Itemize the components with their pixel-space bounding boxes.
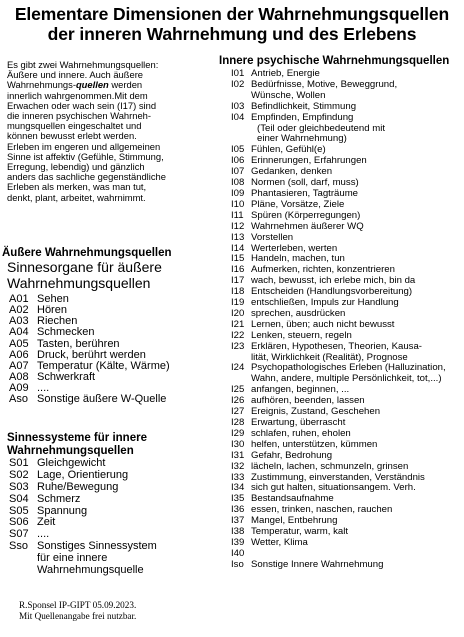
item-text: Wetter, Klima: [251, 536, 308, 548]
item-text: Zustimmung, einverstanden, Verständnis: [251, 471, 425, 483]
item-text: Druck, berührt werden: [37, 348, 146, 361]
intro-line: Erleben im engeren und allgemeinen: [7, 140, 161, 152]
item-text: Schwerkraft: [37, 370, 96, 383]
item-text: Lage, Orientierung: [37, 468, 129, 481]
item-text: Riechen: [37, 315, 78, 328]
item-text: Gedanken, denken: [251, 166, 333, 178]
item-text: Tasten, berühren: [37, 337, 120, 350]
item-text: helfen, unterstützen, kümmen: [251, 438, 378, 450]
item-code: I19: [231, 297, 245, 309]
item-text-block: [37, 541, 157, 577]
item-code: I23: [231, 340, 245, 352]
item-text: Zeit: [37, 516, 56, 529]
list-item: [9, 506, 157, 518]
item-code: I38: [231, 526, 245, 538]
item-text: Befindlichkeit, Stimmung: [251, 100, 357, 112]
list-item: [231, 80, 446, 102]
subheading-line: Sinnesorgane für äußere: [7, 259, 162, 275]
item-text: Temperatur, warm, kalt: [251, 526, 349, 538]
item-code: I28: [231, 417, 245, 428]
list-item: [9, 470, 157, 482]
list-item: [9, 305, 170, 316]
item-text: entschließen, Impuls zur Handlung: [251, 297, 399, 309]
outer-sources-list: [9, 294, 170, 405]
item-text: ....: [37, 382, 50, 395]
item-text: Pläne, Vorsätze, Ziele: [251, 198, 345, 210]
item-code: S02: [9, 468, 29, 481]
item-code: I29: [231, 427, 245, 439]
item-code: I08: [231, 177, 245, 189]
intro-line: anders das sachliche gegenständliche: [7, 171, 166, 183]
item-code: I33: [231, 471, 245, 483]
item-text: Ruhe/Bewegung: [37, 480, 119, 493]
item-text: aufhören, beenden, lassen: [251, 395, 365, 407]
item-text-continued: Wahn, andere, multiple Persönlichkeit, tot,...): [251, 373, 442, 385]
item-code: I11: [231, 209, 244, 221]
item-text: Sehen: [37, 293, 69, 305]
item-code: I21: [231, 318, 245, 330]
item-code: A07: [9, 359, 29, 372]
item-text-block: [251, 560, 383, 571]
item-text: Erklären, Hypothesen, Theorien, Kausa-: [251, 340, 423, 352]
list-item: [231, 342, 446, 364]
item-text: Erwartung, überrascht: [251, 417, 346, 428]
item-text-block: [251, 538, 308, 549]
item-code: I31: [231, 449, 245, 461]
item-code: A09: [9, 382, 29, 395]
item-text-continued: Wahrnehmungsquelle: [37, 564, 144, 577]
outer-sources-heading: Äußere Wahrnehmungsquellen: [2, 247, 172, 259]
list-item: [231, 102, 446, 113]
item-text: Fühlen, Gefühl(e): [251, 144, 326, 156]
item-text: essen, trinken, naschen, rauchen: [251, 504, 393, 516]
inner-sense-systems-heading: [7, 432, 207, 457]
list-item: [231, 538, 446, 549]
intro-line: Sinne ist affektiv (Gefühle, Stimmung,: [7, 150, 164, 162]
item-text-continued: Wünsche, Wollen: [251, 89, 326, 101]
title-line-2: der inneren Wahrnehmung und des Erlebens: [47, 24, 417, 44]
item-text: Lernen, üben; auch nicht bewusst: [251, 318, 395, 330]
item-text: ....: [37, 528, 50, 541]
item-text: Psychopathologisches Erleben (Halluzination,: [251, 362, 446, 374]
list-item: [9, 541, 157, 577]
intro-line: können bewusst erlebt werden.: [7, 130, 137, 142]
item-code: I22: [231, 329, 245, 341]
item-text: sich gut halten, situationsangem. Verh.: [251, 482, 416, 494]
intro-line: Äußere und innere. Auch äußere: [7, 69, 144, 81]
outer-sense-organs-subheading: [7, 259, 207, 291]
item-text: anfangen, beginnen, ...: [251, 384, 350, 396]
intro-text: werden: [108, 79, 143, 91]
item-code: I09: [231, 187, 245, 199]
item-code: I12: [231, 220, 245, 232]
item-code: S03: [9, 480, 29, 493]
item-code: A04: [9, 326, 29, 339]
item-code: S01: [9, 457, 29, 469]
sense-systems-list: [9, 458, 157, 577]
item-code: I34: [231, 482, 245, 494]
intro-emphasis: quellen: [75, 79, 109, 91]
item-code: S05: [9, 504, 29, 517]
title-line-1: Elementare Dimensionen der Wahrnehmungsquellen: [14, 4, 450, 24]
item-text: Antrieb, Energie: [251, 68, 320, 79]
list-item: [9, 517, 157, 529]
item-code: A06: [9, 348, 29, 361]
item-code: I20: [231, 307, 245, 319]
list-item: [9, 294, 170, 305]
item-text: Temperatur (Kälte, Wärme): [37, 359, 170, 372]
item-code: A02: [9, 304, 29, 317]
item-text: Vorstellen: [251, 231, 294, 243]
item-text: Schmerz: [37, 492, 81, 505]
item-code: Sso: [9, 540, 28, 553]
item-text: Mangel, Entbehrung: [251, 515, 338, 527]
intro-line: mungsquellen eingeschaltet und: [7, 120, 142, 132]
inner-sources-list: [231, 69, 446, 571]
item-text: wach, bewusst, ich erlebe mich, bin da: [251, 275, 416, 287]
item-code: A05: [9, 337, 29, 350]
item-text: schlafen, ruhen, eholen: [251, 427, 351, 439]
item-text: Spannung: [37, 504, 88, 517]
item-text-continued: lität, Wirklichkeit (Realität), Prognose: [251, 351, 408, 363]
item-text: Bestandsaufnahme: [251, 493, 334, 505]
item-code: I26: [231, 395, 245, 407]
item-code: I32: [231, 460, 245, 472]
item-text: Gleichgewicht: [37, 457, 106, 469]
item-code: A03: [9, 315, 29, 328]
item-code: I10: [231, 198, 245, 210]
item-code: I40: [231, 547, 245, 559]
item-code: I36: [231, 504, 245, 516]
item-code: I24: [231, 362, 245, 374]
item-code: I18: [231, 286, 245, 298]
item-code: S04: [9, 492, 29, 505]
item-text: Phantasieren, Tagträume: [251, 187, 359, 199]
heading-line: Wahrnehmungsquellen: [7, 444, 134, 457]
item-text: lächeln, lachen, schmunzeln, grinsen: [251, 460, 409, 472]
item-code: I15: [231, 253, 245, 265]
item-text: Bedürfnisse, Motive, Beweggrund,: [251, 78, 398, 90]
list-item: [9, 372, 170, 383]
item-text-block: [251, 102, 356, 113]
intro-paragraph: [7, 60, 179, 203]
item-code: A01: [9, 293, 29, 305]
item-code: S06: [9, 516, 29, 529]
item-code: Aso: [9, 393, 28, 406]
intro-line: die inneren psychischen Wahrneh-: [7, 110, 152, 122]
item-code: Iso: [231, 558, 244, 570]
item-code: I03: [231, 100, 245, 112]
source-credit: [19, 600, 136, 621]
item-text: Sonstige äußere W-Quelle: [37, 393, 167, 406]
item-code: I17: [231, 275, 245, 287]
list-item: [231, 560, 446, 571]
item-text-block: [251, 80, 397, 102]
item-text: Gefahr, Bedrohung: [251, 449, 333, 461]
item-code: I02: [231, 78, 245, 90]
intro-text: Wahrnehmungs-: [7, 79, 76, 91]
item-text-continued: einer Wahrnehmung): [257, 133, 347, 145]
item-code: I14: [231, 242, 245, 254]
item-code: I05: [231, 144, 245, 156]
credit-line: R.Sponsel IP-GIPT 05.09.2023.: [19, 600, 137, 610]
item-text-block: [251, 113, 385, 146]
item-code: I35: [231, 493, 245, 505]
item-code: I25: [231, 384, 245, 396]
item-text: Hören: [37, 304, 67, 317]
item-text: Werterleben, werten: [251, 242, 338, 254]
list-item: [231, 363, 446, 385]
intro-line: Es gibt zwei Wahrnehmungsquellen:: [7, 59, 159, 70]
item-text-continued: (Teil oder gleichbedeutend mit: [257, 122, 385, 134]
inner-sources-heading: Innere psychische Wahrnehmungsquellen: [219, 55, 450, 67]
item-text: Wahrnehmen äußerer WQ: [251, 220, 364, 232]
item-text: Aufmerken, richten, konzentrieren: [251, 264, 395, 276]
page-title: [0, 4, 464, 44]
item-code: I04: [231, 111, 245, 123]
item-code: A08: [9, 370, 29, 383]
item-code: S07: [9, 528, 29, 541]
list-item: [9, 494, 157, 506]
list-item: [9, 394, 170, 405]
item-text: Erinnerungen, Erfahrungen: [251, 155, 367, 167]
item-text-continued: für eine innere: [37, 552, 108, 565]
item-code: I27: [231, 406, 245, 418]
intro-line: Erregung, lebendig) und gänzlich: [7, 161, 145, 173]
item-code: I37: [231, 515, 245, 527]
item-code: I16: [231, 264, 245, 276]
item-text: Schmecken: [37, 326, 95, 339]
item-text: Entscheiden (Handlungsvorbereitung): [251, 286, 413, 298]
item-text: Normen (soll, darf, muss): [251, 177, 359, 189]
item-code: I30: [231, 438, 245, 450]
intro-line: denkt, plant, arbeitet, wahrnimmt.: [7, 191, 146, 203]
item-code: I07: [231, 166, 245, 178]
item-text: Spüren (Körperregungen): [251, 209, 361, 221]
intro-line: Erleben als merken, was man tut,: [7, 181, 147, 193]
list-item: [9, 482, 157, 494]
item-code: I13: [231, 231, 245, 243]
item-code: I01: [231, 68, 245, 79]
item-code: I06: [231, 155, 245, 167]
subheading-line: Wahrnehmungsquellen: [7, 275, 151, 291]
credit-line: Mit Quellenangabe frei nutzbar.: [19, 610, 137, 621]
item-text: Sonstige Innere Wahrnehmung: [251, 558, 384, 570]
item-code: I39: [231, 536, 245, 548]
item-text-block: [251, 363, 446, 385]
heading-line: Sinnessysteme für innere: [7, 432, 147, 444]
item-text: Empfinden, Empfindung: [251, 111, 354, 123]
intro-line: Erwachen oder wach sein (I17) sind: [7, 99, 157, 111]
item-text: Sonstiges Sinnessystem: [37, 540, 157, 553]
item-text-block: [251, 342, 422, 364]
item-text: Ereignis, Zustand, Geschehen: [251, 406, 381, 418]
item-text: sprechen, ausdrücken: [251, 307, 346, 319]
intro-line: innerlich wahrgenommen.Mit dem: [7, 89, 148, 101]
item-text: Lenken, steuern, regeln: [251, 329, 352, 341]
list-item: [231, 113, 446, 146]
item-text: Handeln, machen, tun: [251, 253, 345, 265]
